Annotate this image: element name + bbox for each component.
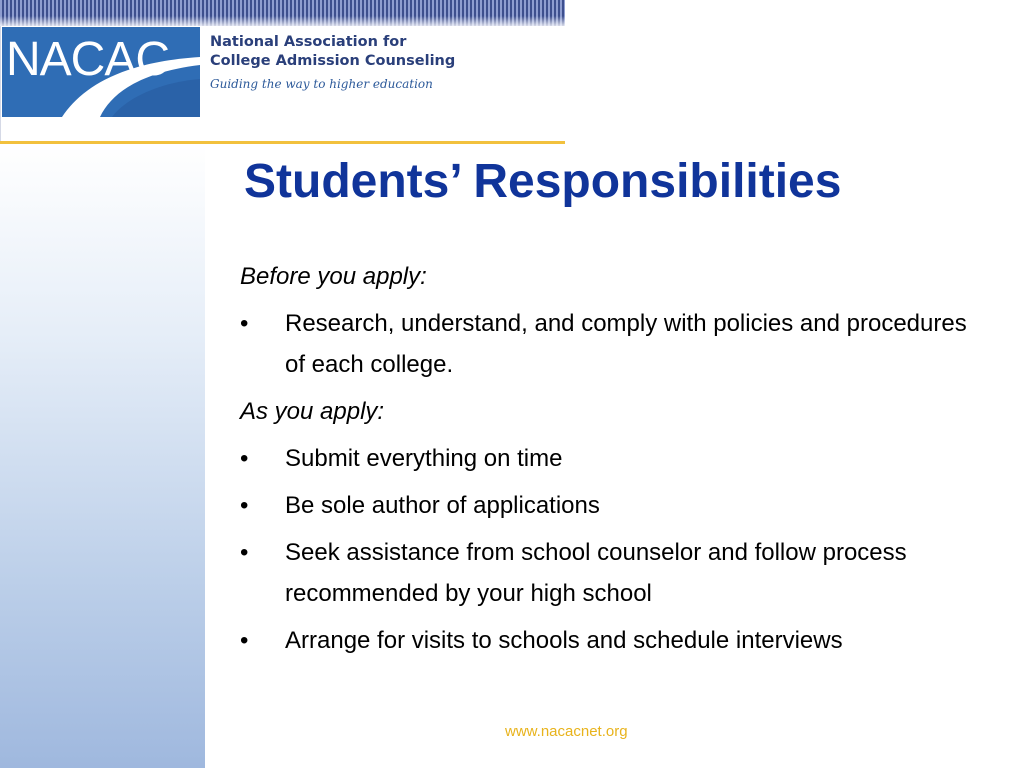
bullet-icon: • xyxy=(240,310,249,337)
bullet-text: Seek assistance from school counselor and follow process recommended by your high school xyxy=(285,539,907,607)
section-heading-before: Before you apply: xyxy=(240,263,427,290)
org-name: National Association for College Admission Counseling xyxy=(210,34,456,69)
bullet-item xyxy=(240,303,980,385)
bullet-text: Be sole author of applications xyxy=(285,492,600,519)
bullet-item xyxy=(240,620,980,661)
slide-body xyxy=(240,256,980,667)
header-rule xyxy=(0,141,565,144)
footer-website-link[interactable]: www.nacacnet.org xyxy=(505,723,628,740)
logo-text: NACAC xyxy=(6,33,170,86)
header-divider xyxy=(0,26,1,143)
road-swoosh-icon xyxy=(2,27,200,117)
bullet-icon: • xyxy=(240,539,249,566)
header-pattern-strip xyxy=(0,0,565,26)
nacac-logo xyxy=(2,27,200,117)
bullet-text: Arrange for visits to schools and schedule interviews xyxy=(285,627,843,654)
bullet-icon: • xyxy=(240,492,249,519)
bullet-icon: • xyxy=(240,627,249,654)
tagline: Guiding the way to higher education xyxy=(210,77,433,91)
slide-title: Students’ Responsibilities xyxy=(244,155,842,208)
section-heading-as: As you apply: xyxy=(240,398,385,425)
bullet-icon: • xyxy=(240,445,249,472)
bullet-item xyxy=(240,532,980,614)
bullet-text: Submit everything on time xyxy=(285,445,563,472)
bullet-text: Research, understand, and comply with policies and procedures of each college. xyxy=(285,310,967,378)
bullet-item xyxy=(240,485,980,526)
left-gradient-band xyxy=(0,145,205,768)
bullet-item xyxy=(240,438,980,479)
